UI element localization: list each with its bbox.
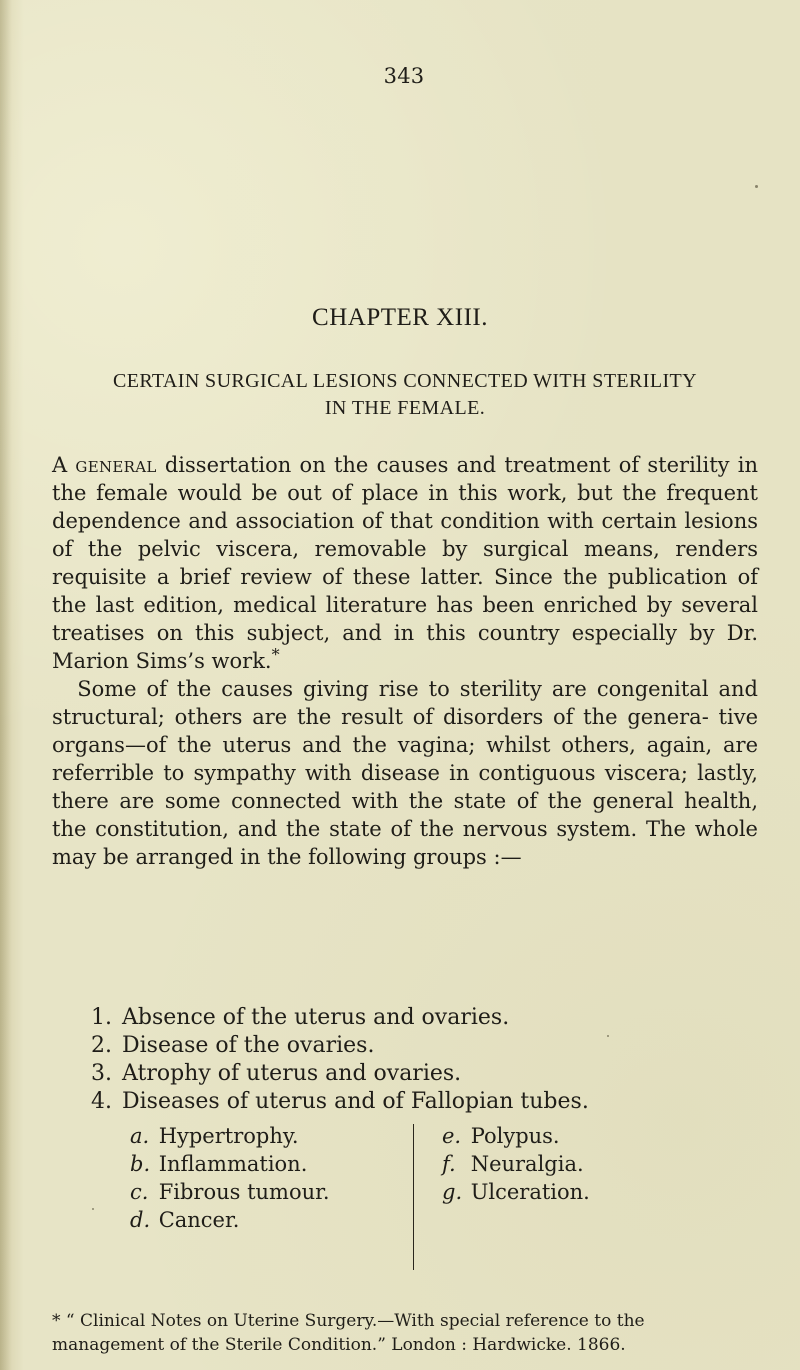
- sublist-letter: e.: [442, 1124, 462, 1148]
- sublist-label: Fibrous tumour.: [158, 1180, 330, 1204]
- sublist-label: Inflammation.: [158, 1152, 308, 1176]
- sublist-item: [442, 1178, 662, 1206]
- sublist-item: [442, 1150, 662, 1178]
- sublist-label: Ulceration.: [470, 1180, 590, 1204]
- sublist-right: [442, 1122, 662, 1206]
- sublist-item: [130, 1206, 390, 1234]
- footnote-line: management of the Sterile Condition.” London : Hardwicke. 1866.: [52, 1335, 626, 1355]
- lead-word: A: [52, 453, 68, 477]
- sublist-letter: f.: [442, 1152, 456, 1176]
- list-item-number: 4.: [91, 1089, 112, 1114]
- sublist-letter: a.: [130, 1124, 150, 1148]
- list-item: [86, 1004, 706, 1032]
- list-item-number: 3.: [91, 1061, 112, 1086]
- sublist-item: [442, 1122, 662, 1150]
- list-item-number: 2.: [91, 1033, 112, 1058]
- sublist-label: Polypus.: [470, 1124, 560, 1148]
- paper-speck: [755, 185, 758, 188]
- list-item: [86, 1088, 706, 1116]
- list-item: [86, 1032, 706, 1060]
- sublist-left: [130, 1122, 390, 1234]
- subtitle-line: CERTAIN SURGICAL LESIONS CONNECTED WITH STERILITY: [113, 370, 697, 392]
- chapter-title: CHAPTER XIII.: [312, 304, 488, 331]
- footnote: [52, 1309, 760, 1357]
- column-divider: [413, 1124, 414, 1270]
- list-item-label: Diseases of uterus and of Fallopian tubes.: [122, 1089, 589, 1114]
- sublist-letter: c.: [130, 1180, 149, 1204]
- subtitle-line: IN THE FEMALE.: [324, 397, 486, 419]
- paragraph-causes: Some of the causes giving rise to sterility are congenital and structural; others are the result of disorders of the genera- tive organs—of the uterus and the vagina; whilst others, again, are referrible to sympathy with disease in contiguous viscera; lastly, there are some connected with the state of the general health, the constitution, and the state of the nervous system. The whole may be arranged in the following groups :—: [52, 677, 758, 869]
- body-text: [52, 451, 758, 871]
- sublist-item: [130, 1150, 390, 1178]
- paragraph-intro: [52, 451, 758, 675]
- sublist-item: [130, 1122, 390, 1150]
- sublist-label: Neuralgia.: [470, 1152, 584, 1176]
- sublist-letter: b.: [130, 1152, 151, 1176]
- list-item: [86, 1060, 706, 1088]
- page-spine-shadow: [0, 0, 12, 1370]
- group-list: [86, 1004, 706, 1116]
- sublist-letter: d.: [130, 1208, 151, 1232]
- list-item-label: Disease of the ovaries.: [122, 1033, 375, 1058]
- page-number: 343: [383, 64, 425, 88]
- small-caps-word: general: [75, 453, 157, 477]
- sublist-label: Cancer.: [158, 1208, 240, 1232]
- sublist-label: Hypertrophy.: [158, 1124, 299, 1148]
- disease-sublists: [130, 1122, 690, 1270]
- paragraph-text: dissertation on the causes and treatment of sterility in the female would be out of place in this work, but the frequent dependence and association of that condition with certain lesions of the pelvic viscera, removable by surgical means, renders requisite a brief review of these latter. Since the publication of the last edition, medical literature has been enriched by several treatises on this subject, and in this country especially by Dr. Marion Sims’s work.: [52, 453, 758, 673]
- list-item-label: Absence of the uterus and ovaries.: [122, 1005, 510, 1030]
- list-item-number: 1.: [91, 1005, 112, 1030]
- footnote-line: * “ Clinical Notes on Uterine Surgery.—With special reference to the: [52, 1311, 645, 1331]
- list-item-label: Atrophy of uterus and ovaries.: [122, 1061, 462, 1086]
- chapter-subtitle: [55, 368, 755, 422]
- footnote-marker: *: [271, 645, 280, 664]
- sublist-item: [130, 1178, 390, 1206]
- sublist-letter: g.: [442, 1180, 463, 1204]
- paper-speck: [92, 1208, 94, 1210]
